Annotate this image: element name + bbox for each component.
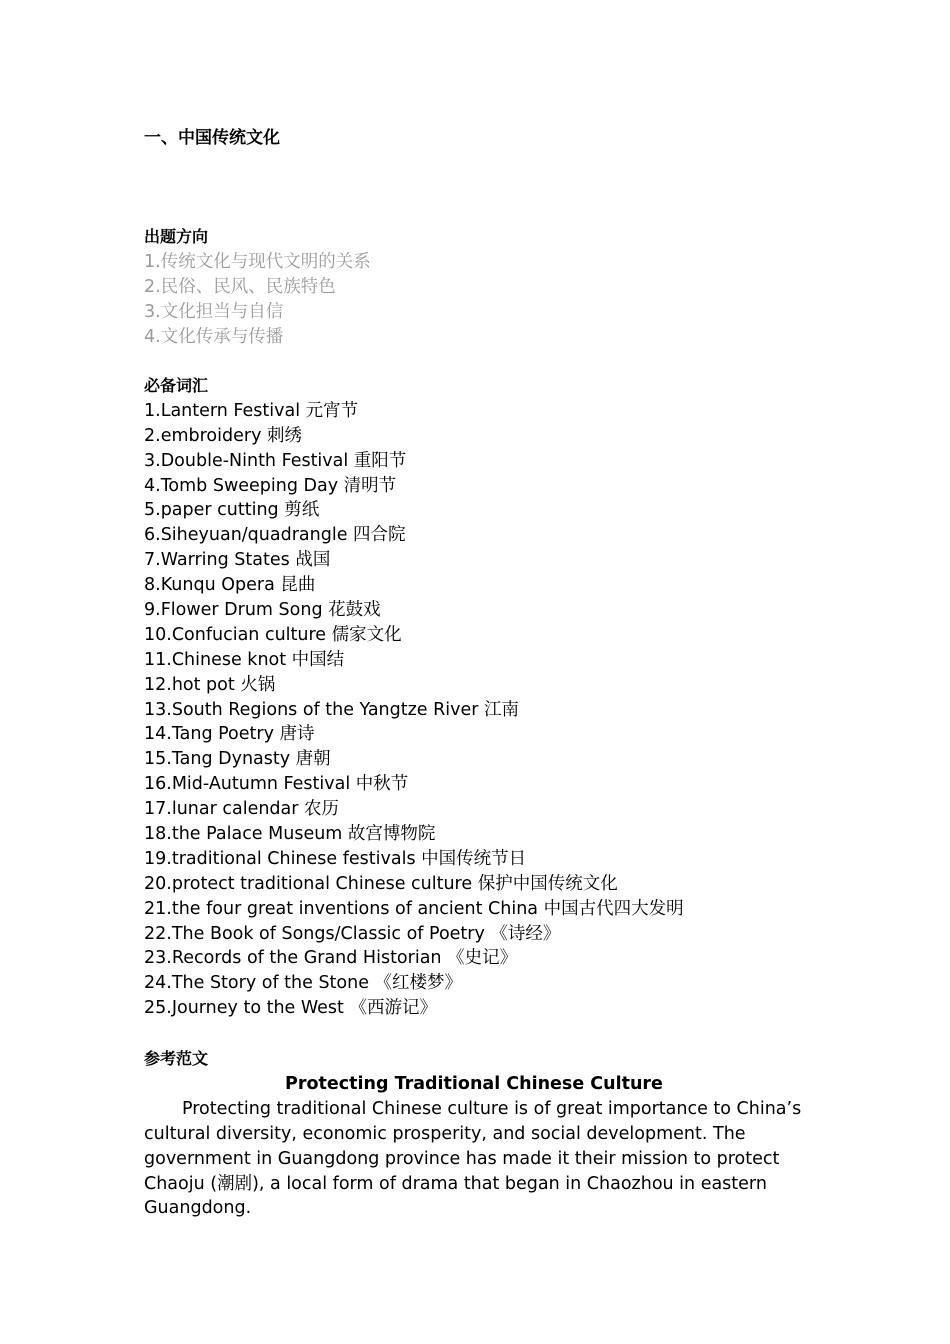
vocabulary-item: 5.paper cutting 剪纸 [144, 500, 320, 521]
vocabulary-item: 17.lunar calendar 农历 [144, 799, 340, 820]
vocabulary-item: 6.Siheyuan/quadrangle 四合院 [144, 525, 406, 546]
vocabulary-item: 7.Warring States 战国 [144, 550, 331, 571]
vocabulary-item: 1.Lantern Festival 元宵节 [144, 400, 359, 421]
vocabulary-item: 13.South Regions of the Yangtze River 江南 [144, 699, 520, 720]
vocabulary-item: 14.Tang Poetry 唐诗 [144, 724, 315, 745]
vocabulary-item: 12.hot pot 火锅 [144, 674, 276, 695]
vocabulary-item: 3.Double-Ninth Festival 重阳节 [144, 450, 407, 471]
sample-heading: 参考范文 [144, 1049, 209, 1068]
vocabulary-item: 11.Chinese knot 中国结 [144, 649, 345, 670]
vocabulary-item: 18.the Palace Museum 故宫博物院 [144, 824, 436, 845]
vocabulary-item: 10.Confucian culture 儒家文化 [144, 624, 402, 645]
section-title: 一、中国传统文化 [144, 128, 280, 148]
direction-item: 3.文化担当与自信 [144, 301, 284, 322]
sample-essay-section [144, 1047, 804, 1221]
vocabulary-item: 24.The Story of the Stone 《红楼梦》 [144, 973, 463, 994]
vocabulary-item: 16.Mid-Autumn Festival 中秋节 [144, 774, 409, 795]
vocabulary-heading: 必备词汇 [144, 376, 209, 395]
vocabulary-item: 2.embroidery 刺绣 [144, 425, 302, 446]
direction-item: 2.民俗、民风、民族特色 [144, 276, 336, 297]
essay-body: Protecting traditional Chinese culture is of great importance to China’s cultural diversity, economic prosperity, and social development. The government in Guangdong province has made it their mission to protect Chaoju (潮剧), a local form of drama that began in Chaozhou in eastern Guangdong. [144, 1098, 802, 1219]
vocabulary-item: 8.Kunqu Opera 昆曲 [144, 575, 316, 596]
vocabulary-item: 22.The Book of Songs/Classic of Poetry 《诗经》 [144, 923, 561, 944]
vocabulary-item: 25.Journey to the West 《西游记》 [144, 998, 437, 1019]
directions-heading: 出题方向 [144, 227, 209, 246]
essay-title: Protecting Traditional Chinese Culture [285, 1073, 663, 1094]
direction-item: 4.文化传承与传播 [144, 326, 284, 347]
vocabulary-item: 15.Tang Dynasty 唐朝 [144, 749, 331, 770]
vocabulary-item: 20.protect traditional Chinese culture 保护中国传统文化 [144, 873, 618, 894]
vocabulary-item: 23.Records of the Grand Historian 《史记》 [144, 948, 518, 969]
direction-item: 1.传统文化与现代文明的关系 [144, 251, 371, 272]
vocabulary-item: 9.Flower Drum Song 花鼓戏 [144, 600, 381, 621]
directions-section [144, 225, 804, 349]
vocabulary-section [144, 374, 804, 1021]
vocabulary-item: 4.Tomb Sweeping Day 清明节 [144, 475, 397, 496]
vocabulary-item: 19.traditional Chinese festivals 中国传统节日 [144, 848, 527, 869]
vocabulary-item: 21.the four great inventions of ancient China 中国古代四大发明 [144, 898, 684, 919]
